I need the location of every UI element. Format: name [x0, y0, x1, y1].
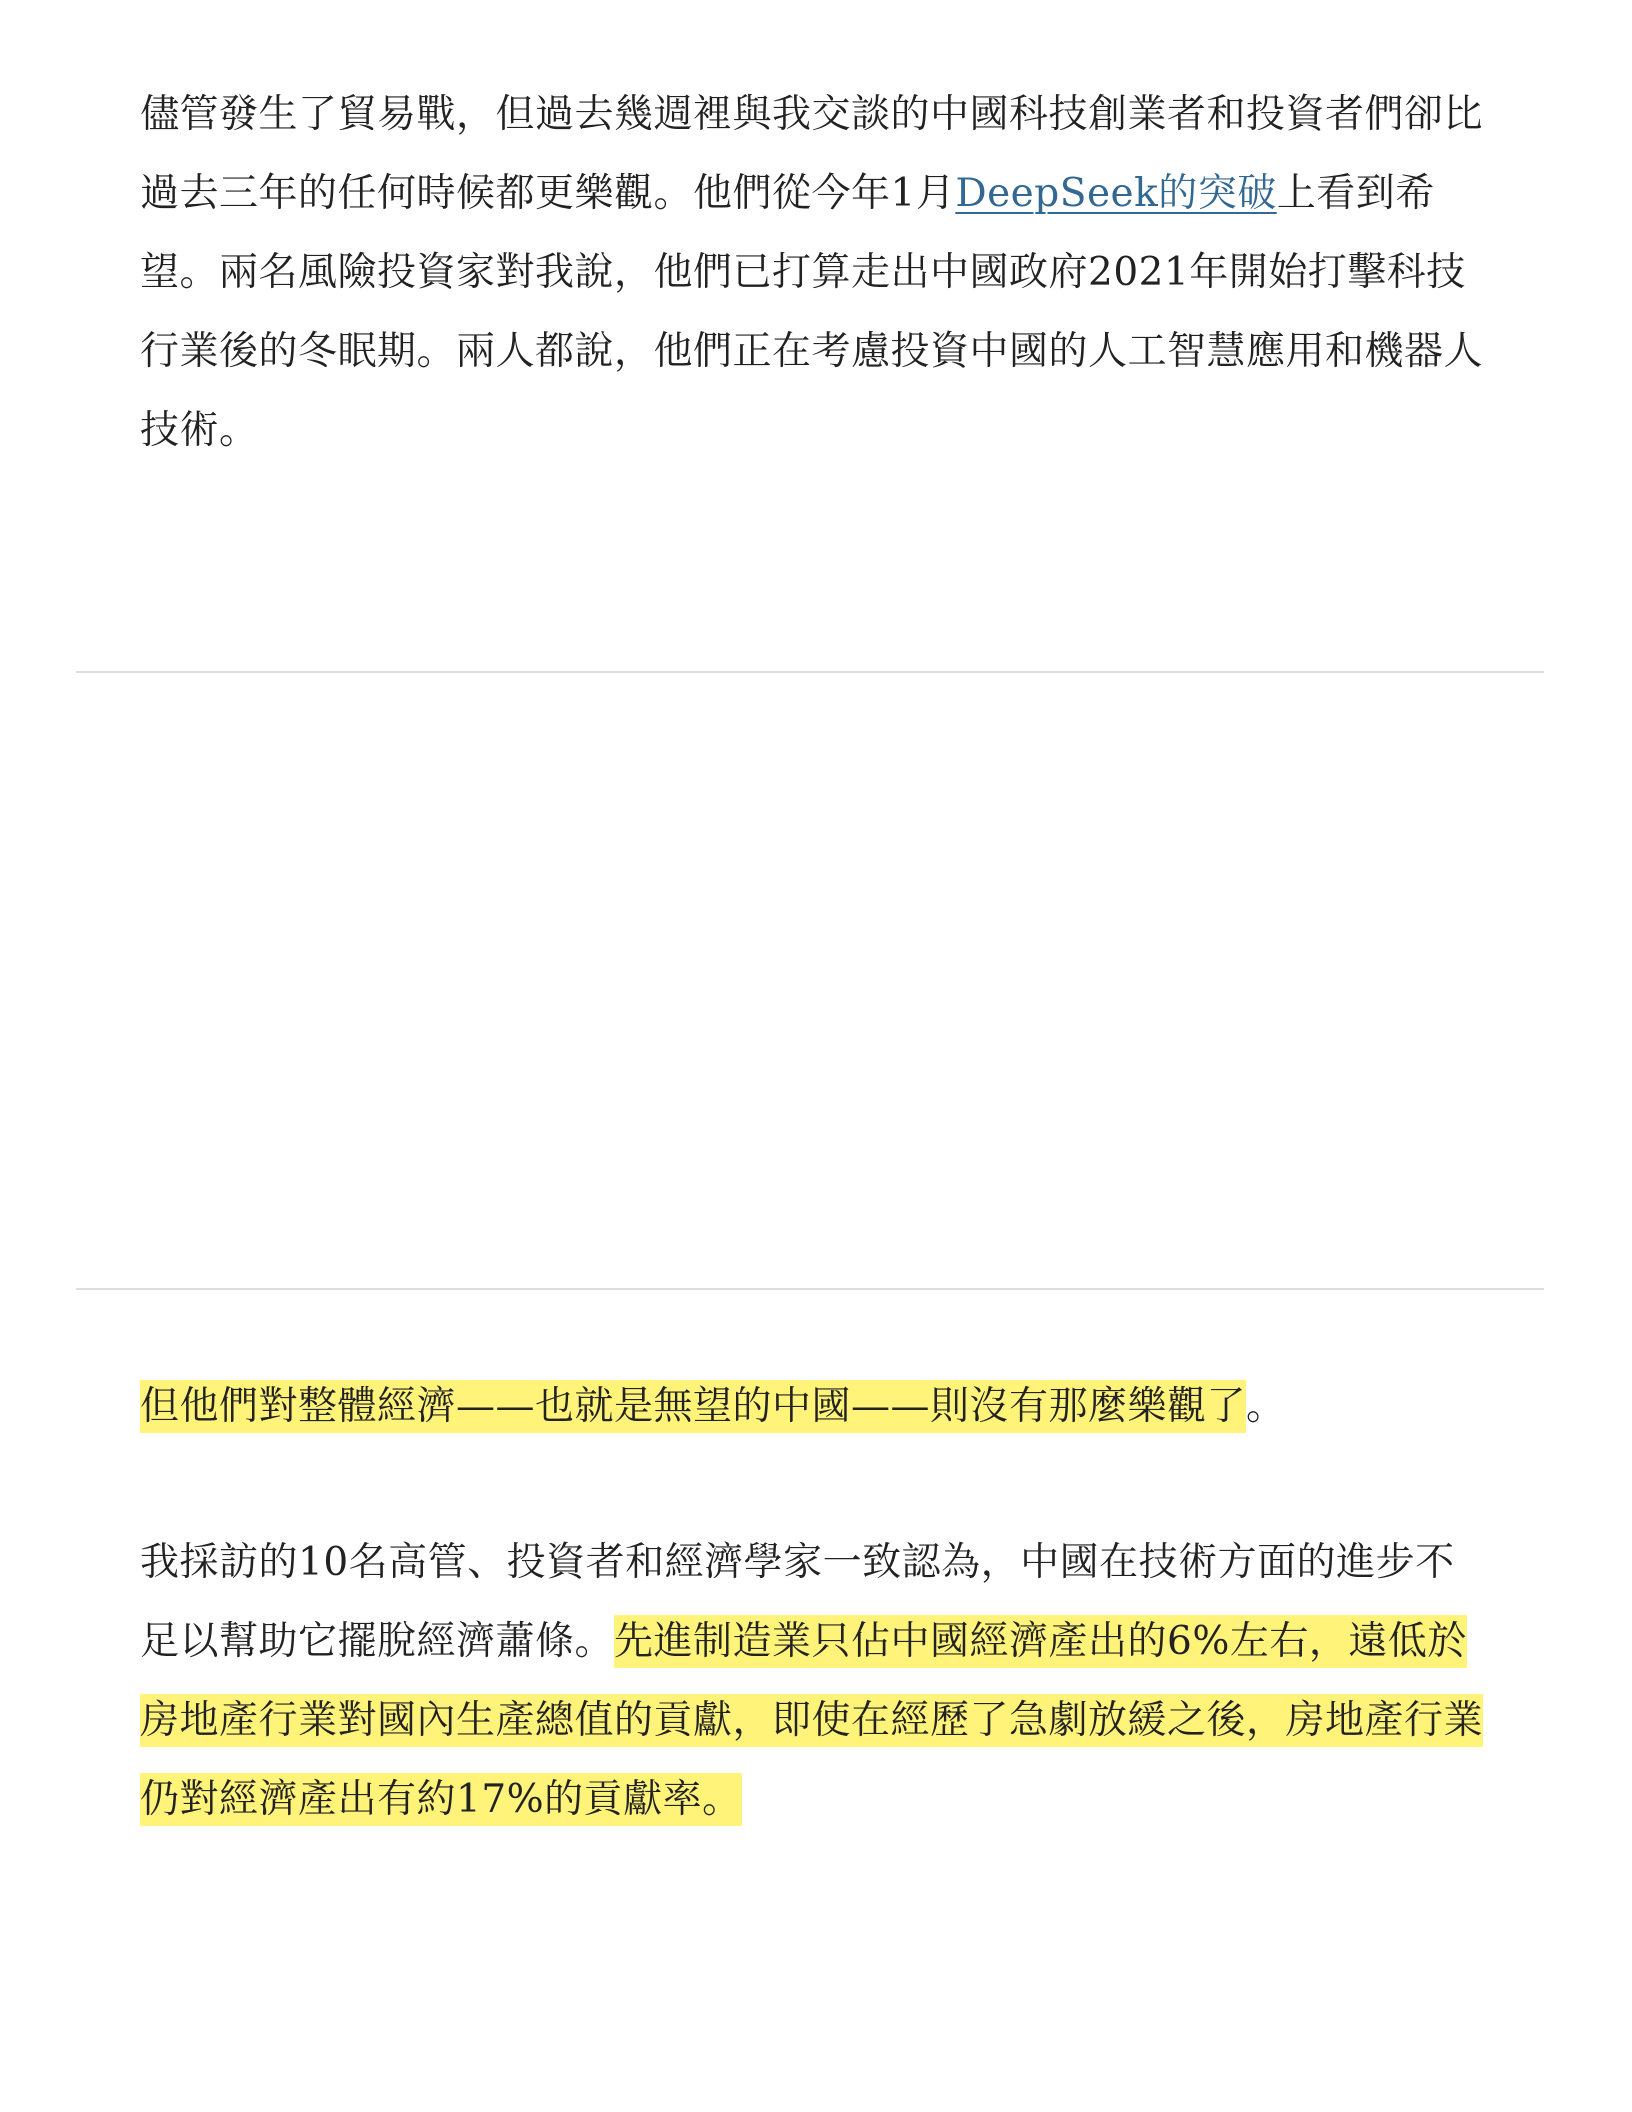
paragraph-text: 。 — [1246, 1384, 1286, 1429]
article-paragraph — [140, 1523, 1485, 1839]
highlighted-text: 但他們對整體經濟——也就是無望的中國——則沒有那麼樂觀了 — [140, 1380, 1246, 1433]
ad-divider-bottom — [76, 1288, 1544, 1290]
paragraph-text: 儘管發生了貿易戰，但過去幾週裡與我交談的中國科技創業者和投資者們卻比過去三年的任何時候都更樂觀。他們從今年1月 — [140, 92, 1484, 216]
ad-placeholder — [76, 673, 1544, 1288]
paragraph-text: 上看到希望。兩名風險投資家對我說，他們已打算走出中國政府2021年開始打擊科技行業後的冬眠期。兩人都說，他們正在考慮投資中國的人工智慧應用和機器人技術。 — [140, 171, 1484, 453]
highlighted-text: 先進制造業只佔中國經濟產出的6%左右，遠低於房地產行業對國內生產總值的貢獻，即使在經歷了急劇放緩之後，房地產行業仍對經濟產出有約17%的貢獻率。 — [140, 1615, 1483, 1826]
article-paragraph — [140, 1367, 1485, 1446]
article-paragraph — [140, 75, 1485, 470]
deepseek-breakthrough-link[interactable]: DeepSeek的突破 — [955, 171, 1277, 216]
paragraph-text: 我採訪的10名高管、投資者和經濟學家一致認為，中國在技術方面的進步不足以幫助它擺脫經濟蕭條。 — [140, 1540, 1455, 1664]
